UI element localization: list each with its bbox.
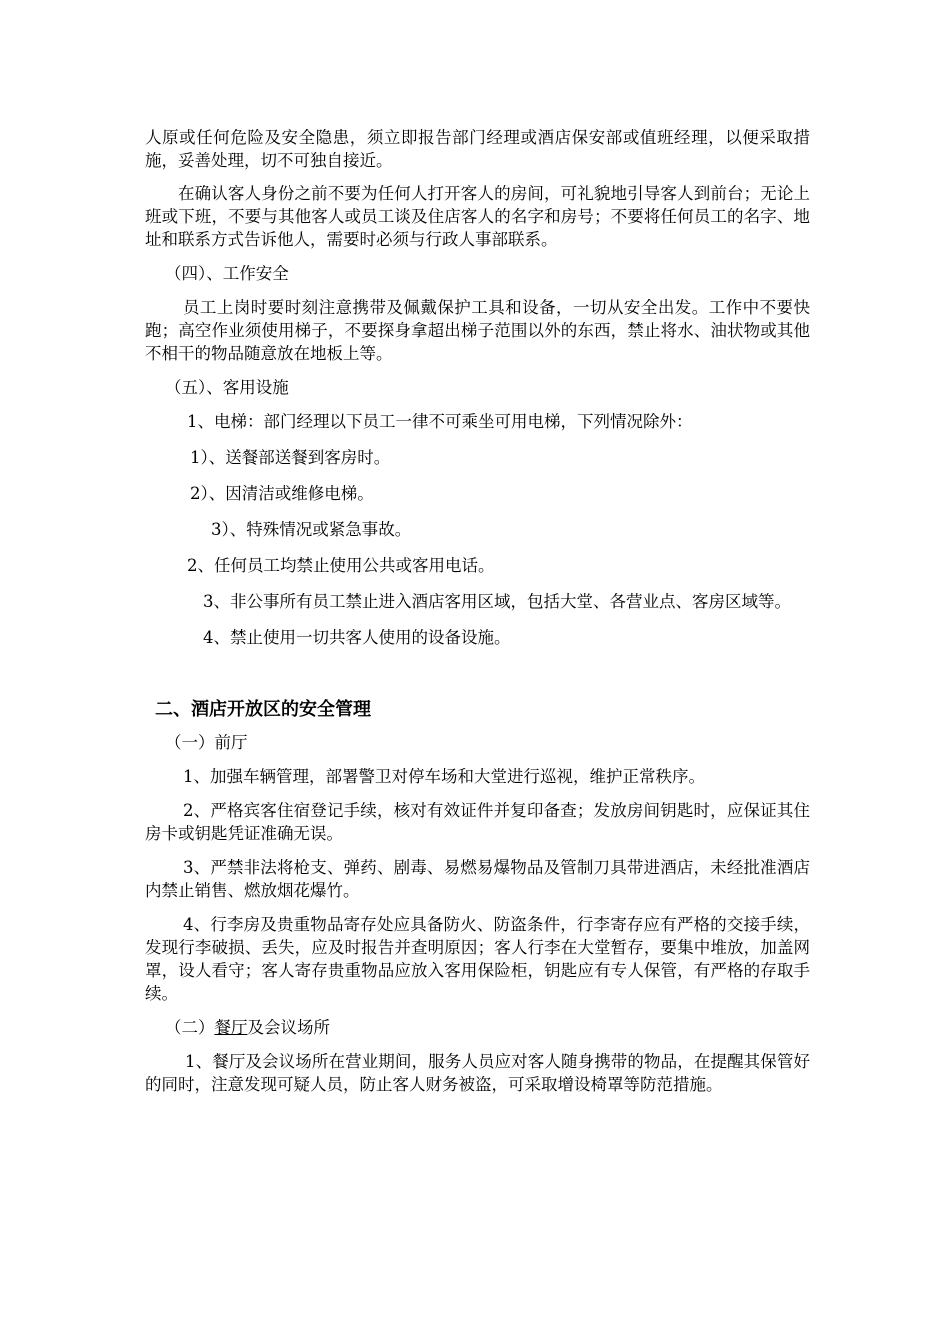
item-luggage-storage: 4、行李房及贵重物品寄存处应具备防火、防盗条件，行李寄存应有严格的交接手续，发现行李破损、丢失，应及时报告并查明原因；客人行李在大堂暂存，要集中堆放，加盖网罩，设人看守；客人寄存贵重物品应放入客用保险柜，钥匙应有专人保管，有严格的存取手续。 <box>145 915 810 1003</box>
item-guest-equipment: 4、禁止使用一切共客人使用的设备设施。 <box>203 628 511 647</box>
item-elevator: 1、电梯：部门经理以下员工一律不可乘坐可用电梯，下列情况除外： <box>187 412 693 431</box>
subheading-restaurant-underlined: 餐厅 <box>214 1018 248 1037</box>
subitem-room-service: 1）、送餐部送餐到客房时。 <box>190 448 391 467</box>
item-prohibited-items: 3、严禁非法将枪支、弹药、剧毒、易燃易爆物品及管制刀具带进酒店，未经批准酒店内禁止销售、燃放烟花爆竹。 <box>145 858 810 900</box>
item-registration: 2、严格宾客住宿登记手续，核对有效证件并复印备查；发放房间钥匙时，应保证其住房卡或钥匙凭证准确无误。 <box>145 801 810 843</box>
subheading-work-safety: （四）、工作安全 <box>165 264 289 283</box>
paragraph-guest-identity: 在确认客人身份之前不要为任何人打开客人的房间，可礼貌地引导客人到前台；无论上班或下班，不要与其他客人或员工谈及住店客人的名字和房号；不要将任何员工的名字、地址和联系方式告诉他人，需要时必须与行政人事部联系。 <box>145 184 810 249</box>
subheading-restaurant-suffix: 及会议场所 <box>247 1018 330 1037</box>
subitem-emergency: 3）、特殊情况或紧急事故。 <box>211 520 412 539</box>
paragraph-hazard-report: 人原或任何危险及安全隐患，须立即报告部门经理或酒店保安部或值班经理，以便采取措施，妥善处理，切不可独自接近。 <box>145 128 810 170</box>
paragraph-work-safety: 员工上岗时要时刻注意携带及佩戴保护工具和设备，一切从安全出发。工作中不要快跑；高空作业须使用梯子，不要探身拿超出梯子范围以外的东西，禁止将水、油状物或其他不相干的物品随意放在地板上等。 <box>145 298 810 363</box>
document-page <box>145 120 810 1096</box>
section-heading-open-areas: 二、酒店开放区的安全管理 <box>155 699 371 720</box>
item-vehicle-management: 1、加强车辆管理，部署警卫对停车场和大堂进行巡视，维护正常秩序。 <box>183 767 705 786</box>
item-guest-areas: 3、非公事所有员工禁止进入酒店客用区域，包括大堂、各营业点、客房区域等。 <box>203 592 791 611</box>
subheading-restaurant <box>145 1016 810 1039</box>
item-telephone: 2、任何员工均禁止使用公共或客用电话。 <box>187 556 495 575</box>
subheading-guest-facilities: （五）、客用设施 <box>165 378 289 397</box>
subheading-restaurant-prefix: （二） <box>165 1018 215 1037</box>
subitem-cleaning-repair: 2）、因清洁或维修电梯。 <box>190 484 374 503</box>
item-restaurant-security: 1、餐厅及会议场所在营业期间，服务人员应对客人随身携带的物品，在提醒其保管好的同时，注意发现可疑人员，防止客人财务被盗，可采取增设椅罩等防范措施。 <box>145 1052 810 1094</box>
subheading-front-office: （一）前厅 <box>165 733 248 752</box>
